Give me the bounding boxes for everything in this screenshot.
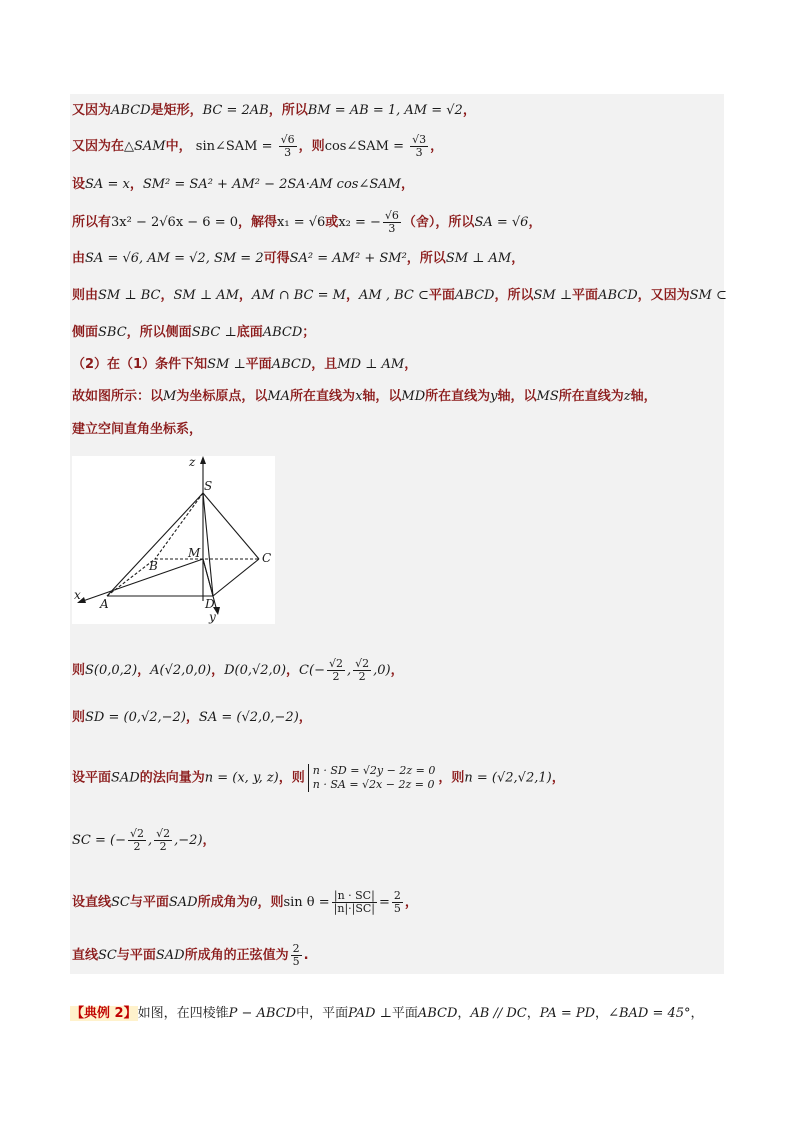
vertex-label-d: D <box>205 597 215 611</box>
vertex-label-c: C <box>262 551 272 565</box>
solution-line-11: 则S(0,0,2)，A(√2,0,0)，D(0,√2,0)，C(− $\frac{√2}{2}$ , $\frac{√2}{2}$ ,0)， <box>72 657 404 683</box>
solution-line-6: 则由SM ⊥ BC，SM ⊥ AM，AM ∩ BC = M，AM , BC ⊂平面ABCD，所以SM ⊥平面ABCD，又因为SM ⊂ <box>72 288 727 303</box>
pyramid-figure <box>72 456 275 624</box>
solution-line-15: 设直线SC与平面SAD所成角为θ，则sin θ = $\frac{|n \cdot SC|}{|n|\cdot|SC|}$ = $\frac{2}{5}$ ， <box>72 889 418 915</box>
solution-line-16: 直线SC与平面SAD所成角的正弦值为 $\frac{2}{5}$ . <box>72 942 309 968</box>
fraction: $\frac{2}{5}$ <box>292 942 300 968</box>
fraction: $\frac{2}{5}$ <box>393 889 401 915</box>
solution-line-14: SC = (− $\frac{√2}{2}$ , $\frac{√2}{2}$ ,−2)， <box>72 827 216 853</box>
fraction: $\frac{√2}{2}$ <box>156 827 171 853</box>
solution-line-8: （2）在（1）条件下知SM ⊥平面ABCD，且MD ⊥ AM， <box>72 357 418 372</box>
fraction: $\frac{|n \cdot SC|}{|n|\cdot|SC|}$ <box>333 889 376 915</box>
equation-system: n · SD = √2y − 2z = 0 n · SA = √2x − 2z = 0 <box>308 764 436 792</box>
vertex-label-b: B <box>149 559 158 573</box>
solution-line-2: 又因为在△SAM中， sin∠SAM = $\frac{√6}{3}$ ，则cos∠SAM = $\frac{√3}{3}$ ， <box>72 133 444 159</box>
vertex-label-m: M <box>188 546 201 560</box>
example-tag: 【典例 2】 <box>71 1006 137 1021</box>
fraction: $\frac{√3}{3}$ <box>412 133 427 159</box>
fraction: $\frac{√2}{2}$ <box>355 657 370 683</box>
vertex-label-a: A <box>100 597 109 611</box>
solution-line-12: 则SD = (0,√2,−2)，SA = (√2,0,−2)， <box>72 710 312 725</box>
solution-line-1: 又因为ABCD是矩形，BC = 2AB，所以BM = AB = 1, AM = √2， <box>72 103 476 118</box>
solution-line-13: 设平面SAD的法向量为n = (x, y, z)，则 n · SD = √2y − 2z = 0 n · SA = √2x − 2z = 0 ，则n = (√2,√2,1)， <box>72 764 565 791</box>
solution-line-4: 所以有3x² − 2√6x − 6 = 0，解得x₁ = √6或x₂ = − $\frac{√6}{3}$ （舍），所以SA = √6， <box>72 209 542 235</box>
axis-label-z: z <box>189 456 196 469</box>
solution-line-7: 侧面SBC，所以侧面SBC ⊥底面ABCD； <box>72 325 316 340</box>
fraction: $\frac{√6}{3}$ <box>280 133 295 159</box>
fraction: $\frac{√2}{2}$ <box>328 657 343 683</box>
solution-line-10: 建立空间直角坐标系， <box>72 422 203 437</box>
axis-label-y: y <box>209 610 216 624</box>
solution-line-5: 由SA = √6, AM = √2, SM = 2可得SA² = AM² + SM²，所以SM ⊥ AM， <box>72 251 525 266</box>
example-2-intro: 【典例 2】如图，在四棱锥P − ABCD中，平面PAD ⊥平面ABCD，AB // DC，PA = PD，∠BAD = 45°， <box>71 1006 704 1021</box>
solution-line-3: 设SA = x，SM² = SA² + AM² − 2SA·AM cos∠SAM， <box>72 177 414 192</box>
fraction: $\frac{√2}{2}$ <box>129 827 144 853</box>
axis-label-x: x <box>74 588 81 602</box>
fraction: $\frac{√6}{3}$ <box>384 209 399 235</box>
solution-line-9: 故如图所示：以M为坐标原点，以MA所在直线为x轴，以MD所在直线为y轴，以MS所在直线为z轴， <box>72 389 657 404</box>
vertex-label-s: S <box>204 479 213 493</box>
